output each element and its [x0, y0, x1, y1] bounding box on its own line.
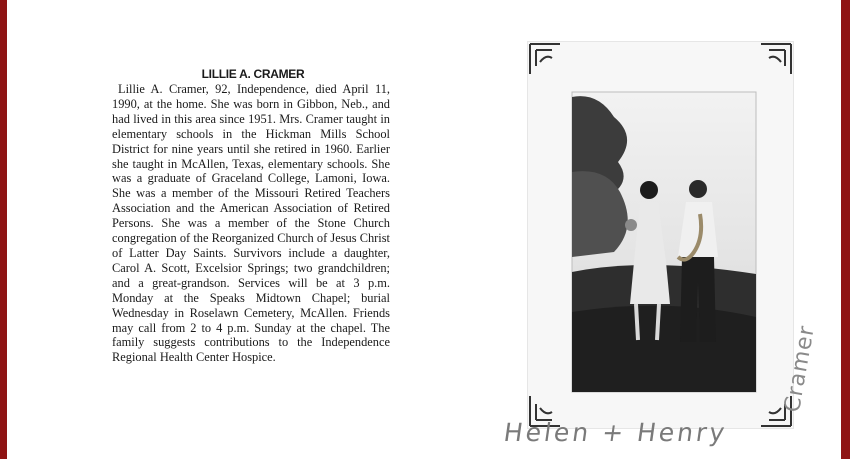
vintage-photo — [528, 42, 793, 428]
handwritten-caption: Helen + Henry — [501, 418, 730, 447]
photo-mount — [527, 41, 794, 429]
handwritten-side-note: Cramer — [780, 323, 820, 415]
right-border — [841, 0, 850, 459]
left-border — [0, 0, 7, 459]
obituary-title: LILLIE A. CRAMER — [201, 67, 305, 81]
obituary-clipping — [112, 67, 390, 365]
obituary-text: Lillie A. Cramer, 92, Independence, died April 11, 1990, at the home. She was born in Gibbon, Neb., and had lived in this area since 1951. Mrs. Cramer taught in elementary schools in the Hickman Mills School District for nine years until she retired in 1960. Earlier she taught in McAllen, Texas, elementary schools. She was a graduate of Graceland College, Lamoni, Iowa. She was a member of the Missouri Retired Teachers Association and the American Association of Retired Persons. She was a member of the Stone Church congregation of the Reorganized Church of Jesus Christ of Latter Day Saints. Survivors include a daughter, Carol A. Scott, Excelsior Springs; two grandchildren; and a great-grandson. Services will be at 3 p.m. Monday at the Speaks Midtown Chapel; burial Wednesday in Roselawn Cemetery, McAllen. Friends may call from 2 to 4 p.m. Sunday at the chapel. The family suggests contributions to the Independence Regional Health Center Hospice. — [112, 82, 390, 365]
